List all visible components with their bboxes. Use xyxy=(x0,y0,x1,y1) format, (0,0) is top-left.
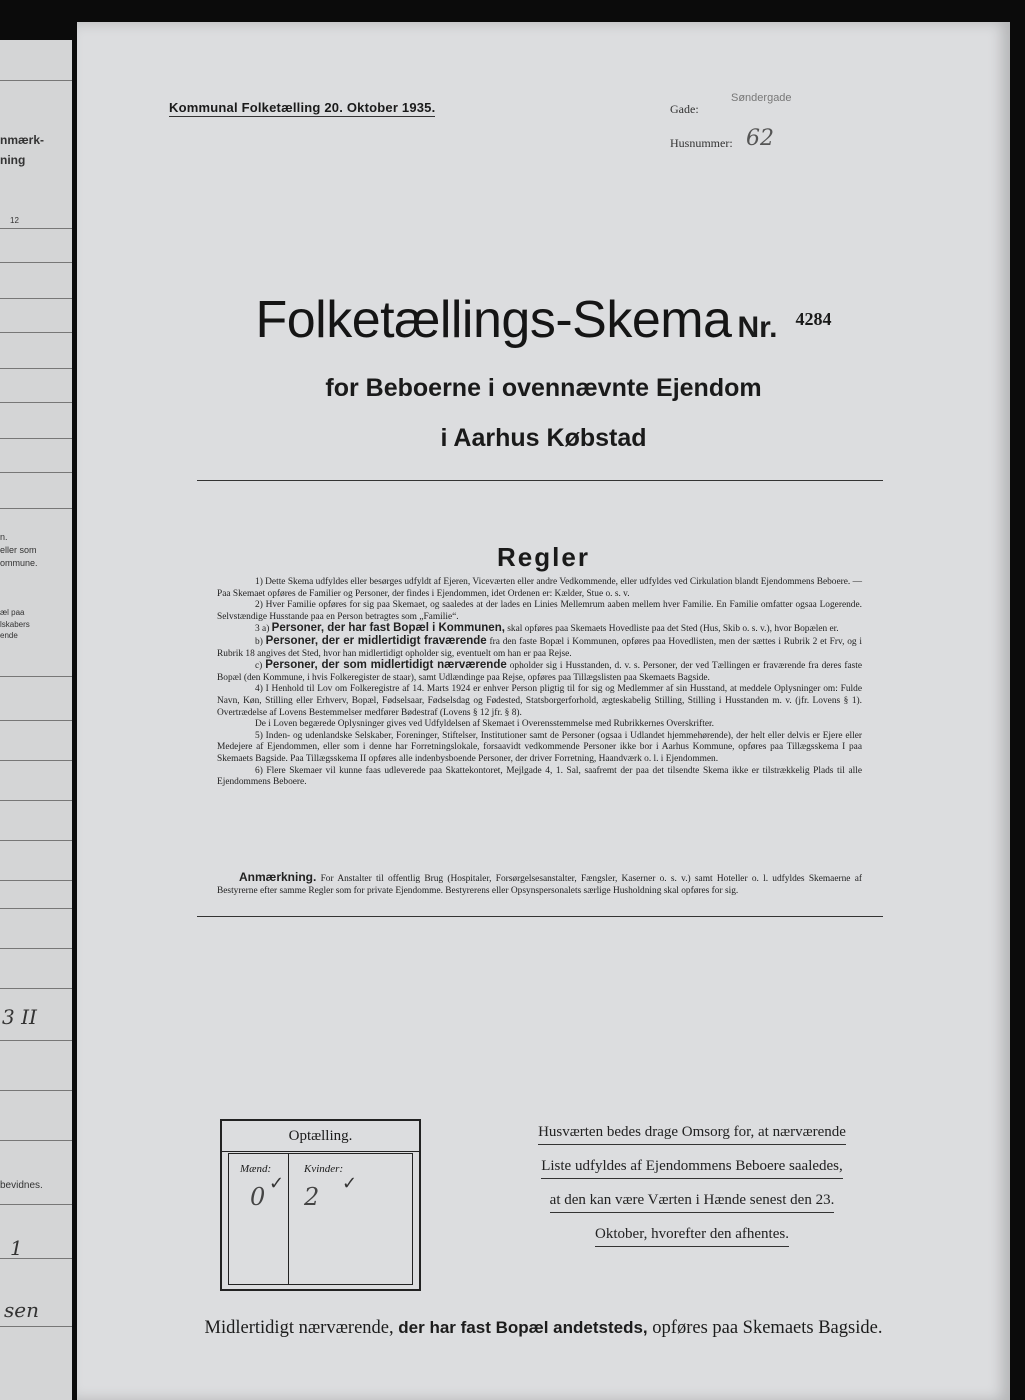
census-header: Kommunal Folketælling 20. Oktober 1935. xyxy=(169,100,436,115)
rule-3a-number: 3 a) xyxy=(255,624,270,635)
left-handwriting: 1 xyxy=(10,1236,23,1260)
women-label: Kvinder: xyxy=(304,1163,344,1175)
instruction-line: at den kan være Værten i Hænde senest den 23. xyxy=(550,1192,835,1213)
left-rule xyxy=(0,472,72,473)
instruction-line: Liste udfyldes af Ejendommens Beboere saaledes, xyxy=(541,1158,843,1179)
rules-text xyxy=(217,577,862,789)
census-form-page xyxy=(77,22,1010,1400)
left-rule xyxy=(0,676,72,677)
men-check-icon: ✓ xyxy=(269,1173,285,1194)
left-rule xyxy=(0,948,72,949)
rule-4b: De i Loven begærede Oplysninger gives ved Udfyldelsen af Skemaet i Overensstemmelse med Rubrikkernes Overskrifter. xyxy=(255,719,714,730)
footer-part1: Midlertidigt nærværende, xyxy=(204,1318,394,1338)
left-rule xyxy=(0,720,72,721)
rule-1: 1) Dette Skema udfyldes eller besørges udfyldt af Ejeren, Viceværten eller andre Vedkommende, eller udfyldes ved Cirkulation blandt Ejendommens Beboere. — Paa Skemaet opføres de Familier og Personer, der findes i Ejendommen, idet Ordenen er: Kælder, Stue o. s. v. xyxy=(217,577,862,599)
left-rule xyxy=(0,760,72,761)
left-handwriting: 3 II xyxy=(2,1005,37,1029)
left-page-strip xyxy=(0,40,72,1400)
divider xyxy=(197,916,883,917)
footer-part3: opføres paa Skemaets Bagside. xyxy=(652,1318,883,1338)
instruction-line: Oktober, hvorefter den afhentes. xyxy=(595,1226,789,1247)
street-value: Søndergade xyxy=(731,92,792,104)
left-text: ning xyxy=(0,153,26,167)
rule-3b-emphasis: Personer, der er midlertidigt fraværende xyxy=(265,634,487,647)
instruction-line: Husværten bedes drage Omsorg for, at nærværende xyxy=(538,1124,846,1145)
left-rule xyxy=(0,368,72,369)
street-label: Gade: xyxy=(670,102,699,116)
form-nr-label: Nr. xyxy=(737,311,778,344)
remark-text: For Anstalter til offentlig Brug (Hospitaler, Forsørgelsesanstalter, Fængsler, Kaserner o. s. v.) samt Hoteller o. l. udfyldes Skemaerne af Bestyrerne efter samme Regler som for private Ejendomme. Bestyrerens eller Opsynspersonalets særlige Husholdning skal opføres for sig. xyxy=(217,874,863,896)
left-rule xyxy=(0,988,72,989)
form-title xyxy=(77,290,1010,350)
rule-3c-text: opholder sig i Husstanden, d. v. s. Personer, der ved Tællingen er fraværende fra deres faste Bopæl (den Kommune, i hvis Folkeregister de staar), samt Udlændinge paa Rejse, opføres paa Tillægslisten paa Skemaets Bagside. xyxy=(217,661,863,683)
form-nr-value: 4284 xyxy=(795,309,832,329)
footer-part2: der har fast Bopæl andetsteds, xyxy=(398,1318,648,1337)
remark-label: Anmærkning. xyxy=(239,870,317,884)
women-value: 2 xyxy=(304,1183,320,1211)
left-text: ende xyxy=(0,631,18,640)
footer-note xyxy=(77,1318,1010,1339)
left-rule xyxy=(0,508,72,509)
rule-3a-emphasis: Personer, der har fast Bopæl i Kommunen, xyxy=(271,622,505,635)
left-rule xyxy=(0,880,72,881)
landlord-instructions xyxy=(517,1124,867,1260)
form-city: i Aarhus Købstad xyxy=(440,424,647,452)
count-divider xyxy=(288,1153,289,1285)
left-handwriting: sen xyxy=(4,1298,39,1322)
rule-3b xyxy=(217,636,862,660)
left-rule xyxy=(0,1258,72,1259)
rule-6: 6) Flere Skemaer vil kunne faas udleverede paa Skattekontoret, Mejlgade 4, 1. Sal, saafremt der paa det tilsendte Skema ikke er tilstrækkelig Plads til alle Ejendommens Beboere. xyxy=(217,765,862,788)
left-text: æl paa xyxy=(0,608,25,617)
left-rule xyxy=(0,840,72,841)
count-title: Optælling. xyxy=(222,1121,419,1152)
rule-3c-number: c) xyxy=(255,661,263,672)
rule-3c-emphasis: Personer, der som midlertidigt nærværende xyxy=(265,659,507,672)
left-rule xyxy=(0,1090,72,1091)
left-rule xyxy=(0,1140,72,1141)
house-number-label: Husnummer: xyxy=(670,136,733,150)
left-rule xyxy=(0,298,72,299)
rule-3b-text: fra den faste Bopæl i Kommunen, opføres paa Hovedlisten, men der sættes i Rubrik 2 et Frv, og i Rubrik 18 angives det Sted, hvor han midlertidigt opholder sig, eventuelt om han er paa Rejse. xyxy=(217,636,863,659)
house-number-value: 62 xyxy=(746,126,774,151)
left-text: eller som xyxy=(0,545,37,555)
left-rule xyxy=(0,1204,72,1205)
rule-2: 2) Hver Familie opføres for sig paa Skemaet, og saaledes at der lades en Linies Mellemrum aaben mellem hver Familie. En Familie omfatter ogsaa Logerende. Selvstændige Husstande paa en Person betragtes som „Familie“. xyxy=(217,600,862,622)
left-text: n. xyxy=(0,532,8,542)
left-rule xyxy=(0,80,72,81)
left-rule xyxy=(0,438,72,439)
rule-3c xyxy=(217,660,862,684)
left-text: bevidnes. xyxy=(0,1180,43,1191)
form-title-main: Folketællings-Skema xyxy=(255,291,732,349)
left-text: 12 xyxy=(10,216,19,225)
count-box xyxy=(220,1119,421,1291)
men-value: 0 xyxy=(250,1183,266,1211)
left-text: lskabers xyxy=(0,620,30,629)
men-label: Mænd: xyxy=(240,1163,272,1175)
left-text: nmærk- xyxy=(0,133,45,147)
left-rule xyxy=(0,908,72,909)
left-rule xyxy=(0,228,72,229)
left-rule xyxy=(0,1040,72,1041)
remark xyxy=(217,872,862,897)
rule-5: 5) Inden- og udenlandske Selskaber, Foreninger, Stiftelser, Institutioner samt de Personer (ogsaa i Udlandet hjemmehørende), der helt eller delvis er Ejere eller Medejere af Ejendommen, eller som i denne har Forretningslokale, forsaavidt vedkommende Personer ikke bor i Aarhus Kommune, opføres paa Tillægsskema I paa Skemaets Bagside. Paa Tillægsskema II opføres alle indenbysboende Personer, der driver Forretning, Haandværk o. l. i Ejendommen. xyxy=(217,730,862,764)
left-rule xyxy=(0,402,72,403)
left-rule xyxy=(0,332,72,333)
form-subtitle: for Beboerne i ovennævnte Ejendom xyxy=(325,374,762,402)
divider xyxy=(197,480,883,481)
women-check-icon: ✓ xyxy=(342,1173,358,1194)
left-rule xyxy=(0,1326,72,1327)
left-rule xyxy=(0,800,72,801)
rule-3a-text: skal opføres paa Skemaets Hovedliste paa det Sted (Hus, Skib o. s. v.), hvor Bopælen er. xyxy=(507,624,839,635)
rule-4: 4) I Henhold til Lov om Folkeregistre af 14. Marts 1924 er enhver Person pligtig til for sig og Medlemmer af sin Husstand, at meddele Oplysninger om: Fulde Navn, Køn, Stilling eller Erhverv, Bopæl, Fødselsaar, Fødselsdag og Fødested, Statsborgerforhold, ægteskabelig Stilling, Stilling i Husstanden m. v. (jfr. Lovens § 1). Overtrædelse af Lovens Bestemmelser medfører Bødestraf (Lovens § 12 jfr. § 8). xyxy=(217,684,862,718)
left-text: ommune. xyxy=(0,558,38,568)
rule-3b-number: b) xyxy=(255,636,263,647)
left-rule xyxy=(0,262,72,263)
rules-heading: Regler xyxy=(497,542,590,572)
